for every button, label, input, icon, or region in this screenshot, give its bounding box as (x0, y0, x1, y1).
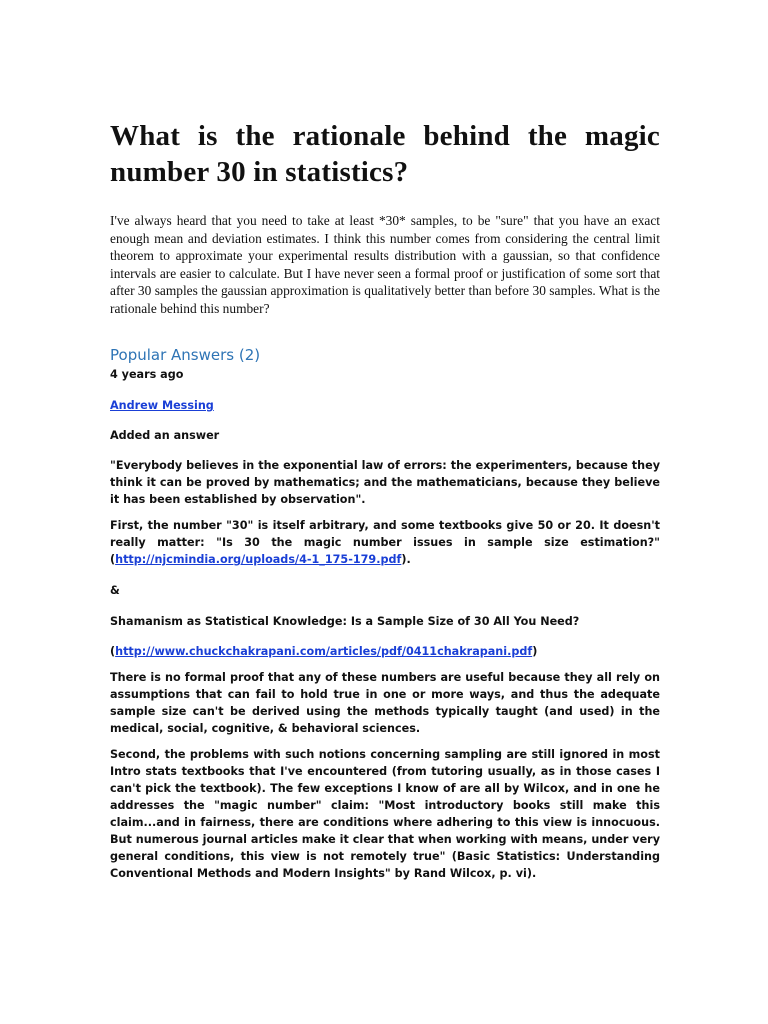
answer-paragraph-1 (110, 517, 660, 568)
njcmindia-link[interactable]: http://njcmindia.org/uploads/4-1_175-179.pdf (115, 553, 402, 566)
paragraph-1-close-paren: ). (401, 553, 411, 566)
question-text: I've always heard that you need to take at least *30* samples, to be "sure" that you have an exact enough mean and deviation estimates. I think this number comes from considering the central limit theorem to approximate your experimental results distribution with a gaussian, so that confidence intervals are easier to calculate. But I have never seen a formal proof or justification of some sort that after 30 samples the gaussian approximation is qualitatively better than before 30 samples. What is the rationale behind this number? (110, 213, 660, 316)
chakrapani-link[interactable]: http://www.chuckchakrapani.com/articles/pdf/0411chakrapani.pdf (115, 645, 533, 658)
paragraph-1-text: First, the number "30" is itself arbitrary, and some textbooks give 50 or 20. It doesn't really matter: "Is 30 the magic number issues in sample size estimation?" (110, 519, 660, 549)
answer-paragraph-3: Second, the problems with such notions concerning sampling are still ignored in most Intro stats textbooks that I've encountered (from tutoring usually, as in those cases I can't pick the textbook). The few exceptions I know of are all by Wilcox, and in one he addresses the "magic number" claim: "Most introductory books still make this claim...and in fairness, there are conditions where adhering to this view is innocuous. But numerous journal articles make it clear that when working with means, under very general conditions, this view is not remotely true" (Basic Statistics: Understanding Conventional Methods and Modern Insights" by Rand Wilcox, p. vi). (110, 748, 660, 880)
answer-timestamp: 4 years ago (110, 368, 184, 381)
answer-quote: "Everybody believes in the exponential law of errors: the experimenters, because they think it can be proved by mathematics; and the mathematicians, because they believe it has been established by observation". (110, 459, 660, 506)
answer-action: Added an answer (110, 429, 220, 442)
paragraph-1-open-paren: ( (110, 553, 116, 566)
author-link[interactable]: Andrew Messing (110, 399, 214, 412)
page-title: What is the rationale behind the magic number 30 in statistics? (110, 120, 660, 188)
answer-author-line (110, 397, 660, 414)
reference-title: Shamanism as Statistical Knowledge: Is a Sample Size of 30 All You Need? (110, 615, 580, 628)
ampersand-line: & (110, 584, 120, 597)
answer-paragraph-2: There is no formal proof that any of these numbers are useful because they all rely on assumptions that can fail to hold true in one or more ways, and thus the adequate sample size can't be derived using the methods typically taught (and used) in the medical, social, cognitive, & behavioral sciences. (110, 671, 660, 735)
popular-answers-heading: Popular Answers (2) (110, 346, 261, 364)
reference-link-line (110, 643, 660, 660)
reference-open-paren: ( (110, 645, 116, 658)
reference-close-paren: ) (532, 645, 538, 658)
